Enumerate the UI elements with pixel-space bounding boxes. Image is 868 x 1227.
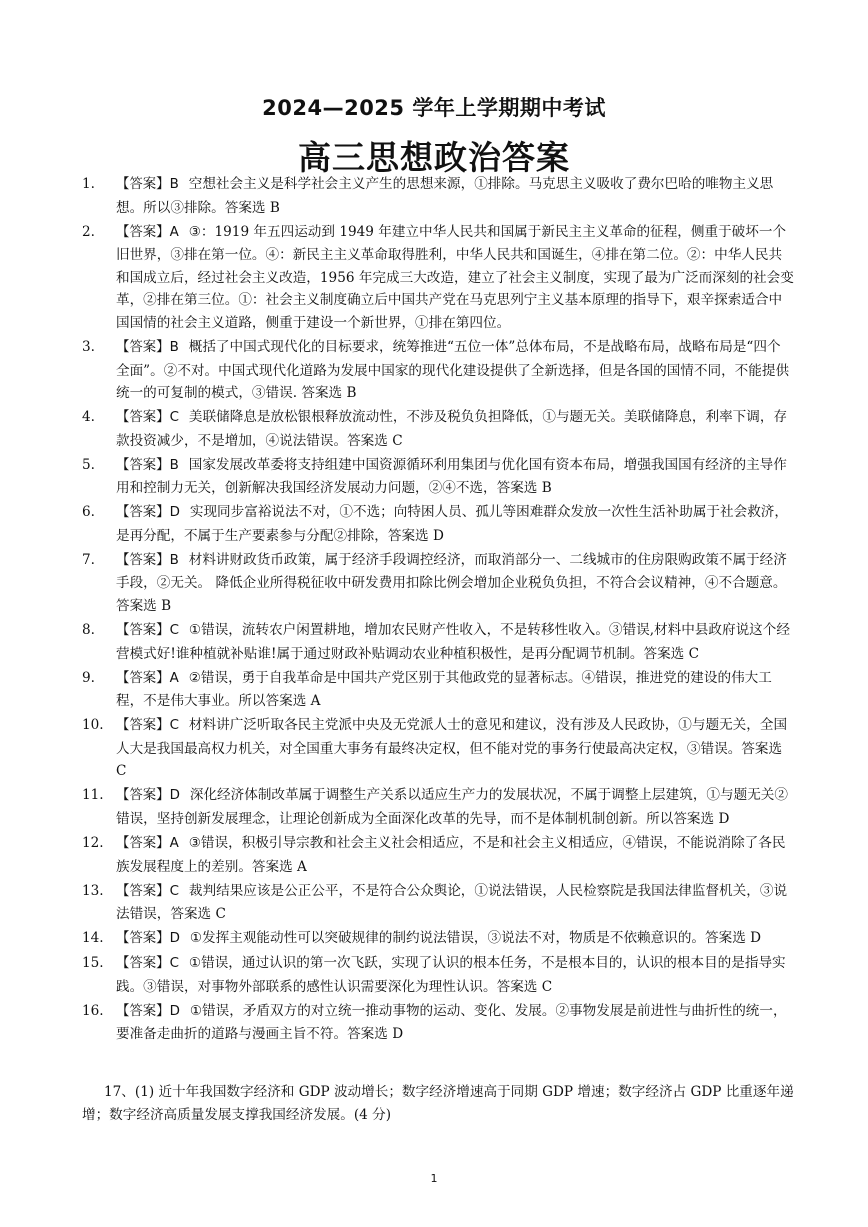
answer-tag: 【答案】 [116, 224, 170, 240]
answer-tag: 【答案】 [116, 505, 170, 521]
answer-choice: C [169, 410, 179, 426]
answer-item [82, 221, 794, 335]
question-number: 13. [82, 882, 104, 899]
answer-title: 高三思想政治答案 [298, 138, 570, 177]
question-number: 2. [82, 223, 95, 240]
answer-explanation: 概括了中国式现代化的目标要求，统筹推进“五位一体”总体布局，不是战略布局，战略布局是“四个全面”。②不对。中国式现代化道路为发展中国家的现代化建设提供了全新选择，但是各国的国情不同，不能提供统一的可复制的模式，③错误. 答案选 B [116, 338, 790, 402]
question-number: 16. [82, 1002, 104, 1019]
question-number: 15. [82, 955, 104, 972]
answer-tag: 【答案】 [116, 410, 170, 426]
answer-explanation: 美联储降息是放松银根释放流动性，不涉及税负负担降低，①与题无关。美联储降息，利率下调，存款投资减少，不是增加，④说法错误。答案选 C [116, 409, 788, 449]
question-number: 3. [82, 338, 95, 355]
answer-tag: 【答案】 [116, 835, 170, 851]
answer-choice: C [169, 718, 179, 734]
answer-choice: B [169, 177, 179, 192]
answer-choice: B [169, 339, 179, 355]
answer-explanation: ③错误，积极引导宗教和社会主义社会相适应，不是和社会主义相适应，④错误，不能说消除了各民族发展程度上的差别。答案选 A [116, 834, 786, 875]
answer-explanation: ②错误，勇于自我革命是中国共产党区别于其他政党的显著标志。④错误，推进党的建设的伟大工程，不是伟大事业。所以答案选 A [116, 669, 772, 710]
answer-tag: 【答案】 [116, 339, 170, 355]
answer-choice: D [169, 931, 180, 947]
answer-choice: C [169, 956, 179, 972]
answer-item [82, 832, 794, 878]
answer-explanation: ①发挥主观能动性可以突破规律的制约说法错误，③说法不对，物质是不依赖意识的。答案选 D [189, 930, 762, 947]
question-number: 9. [82, 669, 95, 686]
question-number: 7. [82, 551, 95, 568]
answer-choice: D [169, 788, 180, 804]
answer-explanation: 材料讲广泛听取各民主党派中央及无党派人士的意见和建议，没有涉及人民政协，①与题无关，全国人大是我国最高权力机关，对全国重大事务有最终决定权，但不能对党的事务行使最高决定权，③错误。答案选 C [116, 717, 788, 780]
question-number: 12. [82, 834, 104, 851]
question-number: 4. [82, 409, 95, 426]
question-number: 11. [82, 787, 104, 804]
answer-tag: 【答案】 [116, 956, 170, 972]
answer-item [82, 927, 794, 951]
answer-choice: A [169, 670, 179, 686]
answer-choice: C [169, 623, 179, 639]
answer-choice: C [169, 883, 179, 899]
answer-explanation: ①错误，矛盾双方的对立统一推动事物的运动、变化、发展。②事物发展是前进性与曲折性的统一，要准备走曲折的道路与漫画主旨不符。答案选 D [116, 1002, 787, 1043]
answer-item [82, 952, 794, 998]
question-number: 5. [82, 456, 95, 473]
answer-choice: D [169, 505, 180, 521]
answer-tag: 【答案】 [116, 883, 170, 899]
answer-tag: 【答案】 [116, 552, 170, 568]
answer-item [82, 549, 794, 618]
answer-item [82, 619, 794, 665]
answer-tag: 【答案】 [116, 623, 170, 639]
exam-title: 2024—2025 学年上学期期中考试 [262, 96, 606, 120]
answer-explanation: 裁判结果应该是公正公平，不是符合公众舆论，①说法错误，人民检察院是我国法律监督机关，③说法错误，答案选 C [116, 882, 788, 923]
answer-tag: 【答案】 [116, 670, 170, 686]
answer-list [82, 173, 794, 1047]
page-number: 1 [430, 1172, 438, 1185]
answer-item [82, 667, 794, 713]
answer-tag: 【答案】 [116, 931, 170, 947]
answer-item [82, 454, 794, 500]
answer-item [82, 336, 794, 405]
answer-explanation: ①错误，通过认识的第一次飞跃，实现了认识的根本任务，不是根本目的，认识的根本目的是指导实践。③错误，对事物外部联系的感性认识需要深化为理性认识。答案选 C [116, 955, 786, 995]
answer-tag: 【答案】 [116, 788, 170, 804]
answer-explanation: ①错误，流转农户闲置耕地，增加农民财产性收入，不是转移性收入。③错误,材料中县政府说这个经营模式好!谁种植就补贴谁!属于通过财政补贴调动农业种植积极性，是再分配调节机制。答案选 C [116, 622, 790, 662]
answer-choice: B [169, 552, 179, 568]
answer-choice: B [169, 457, 179, 473]
answer-explanation: 国家发展改革委将支持组建中国资源循环利用集团与优化国有资本布局，增强我国国有经济的主导作用和控制力无关，创新解决我国经济发展动力问题，②④不选，答案选 B [116, 456, 787, 497]
question-number: 8. [82, 622, 95, 639]
question-number: 10. [82, 717, 104, 734]
answer-tag: 【答案】 [116, 718, 170, 734]
answer-item [82, 501, 794, 547]
answer-tag: 【答案】 [116, 1003, 170, 1019]
question-number: 1. [82, 176, 95, 192]
answer-choice: A [169, 835, 179, 851]
question-number: 6. [82, 504, 95, 521]
answer-tag: 【答案】 [116, 177, 170, 192]
question-number: 14. [82, 930, 104, 947]
answer-item [82, 1000, 794, 1046]
answer-choice: A [169, 224, 179, 240]
answer-explanation: ③：1919 年五四运动到 1949 年建立中华人民共和国属于新民主主义革命的征程，侧重于破坏一个旧世界，③排在第一位。④：新民主主义革命取得胜利，中华人民共和国诞生，④排在第二位。②：中华人民共和国成立后，经过社会主义改造，1956 年完成三大改造，建立了社会主义制度，实现了最为广泛而深刻的社会变革，②排在第三位。①：社会主义制度确立后中国共产党在马克思列宁主义基本原理的指导下，艰辛探索适合中国国情的社会主义道路，侧重于建设一个新世界，①排在第四位。 [116, 223, 794, 331]
answer-item [82, 173, 794, 219]
answer-item [82, 784, 794, 830]
answer-explanation: 实现同步富裕说法不对，①不选；向特困人员、孤儿等困难群众发放一次性生活补助属于社会救济，是再分配，不属于生产要素参与分配②排除，答案选 D [116, 504, 788, 544]
answer-explanation: 材料讲财政货币政策，属于经济手段调控经济，而取消部分一、二线城市的住房限购政策不属于经济手段，②无关。 降低企业所得税征收中研发费用扣除比例会增加企业税负负担，不符合会议精神，④不合题意。答案选 B [116, 551, 787, 615]
answer-item [82, 406, 794, 452]
answer-tag: 【答案】 [116, 457, 170, 473]
answer-explanation: 深化经济体制改革属于调整生产关系以适应生产力的发展状况，不属于调整上层建筑，①与题无关②错误，坚持创新发展理念，让理论创新成为全面深化改革的先导，而不是体制机制创新。所以答案选 D [116, 787, 788, 827]
answer-choice: D [169, 1003, 180, 1019]
answer-explanation: 空想社会主义是科学社会主义产生的思想来源，①排除。马克思主义吸收了费尔巴哈的唯物主义思想。所以③排除。答案选 B [116, 176, 774, 216]
answer-item [82, 880, 794, 926]
question-17-answer: 17、(1) 近十年我国数字经济和 GDP 波动增长；数字经济增速高于同期 GDP 增速；数字经济占 GDP 比重逐年递增；数字经济高质量发展支撑我国经济发展。(4 分) [82, 1084, 794, 1123]
answer-item [82, 714, 794, 783]
